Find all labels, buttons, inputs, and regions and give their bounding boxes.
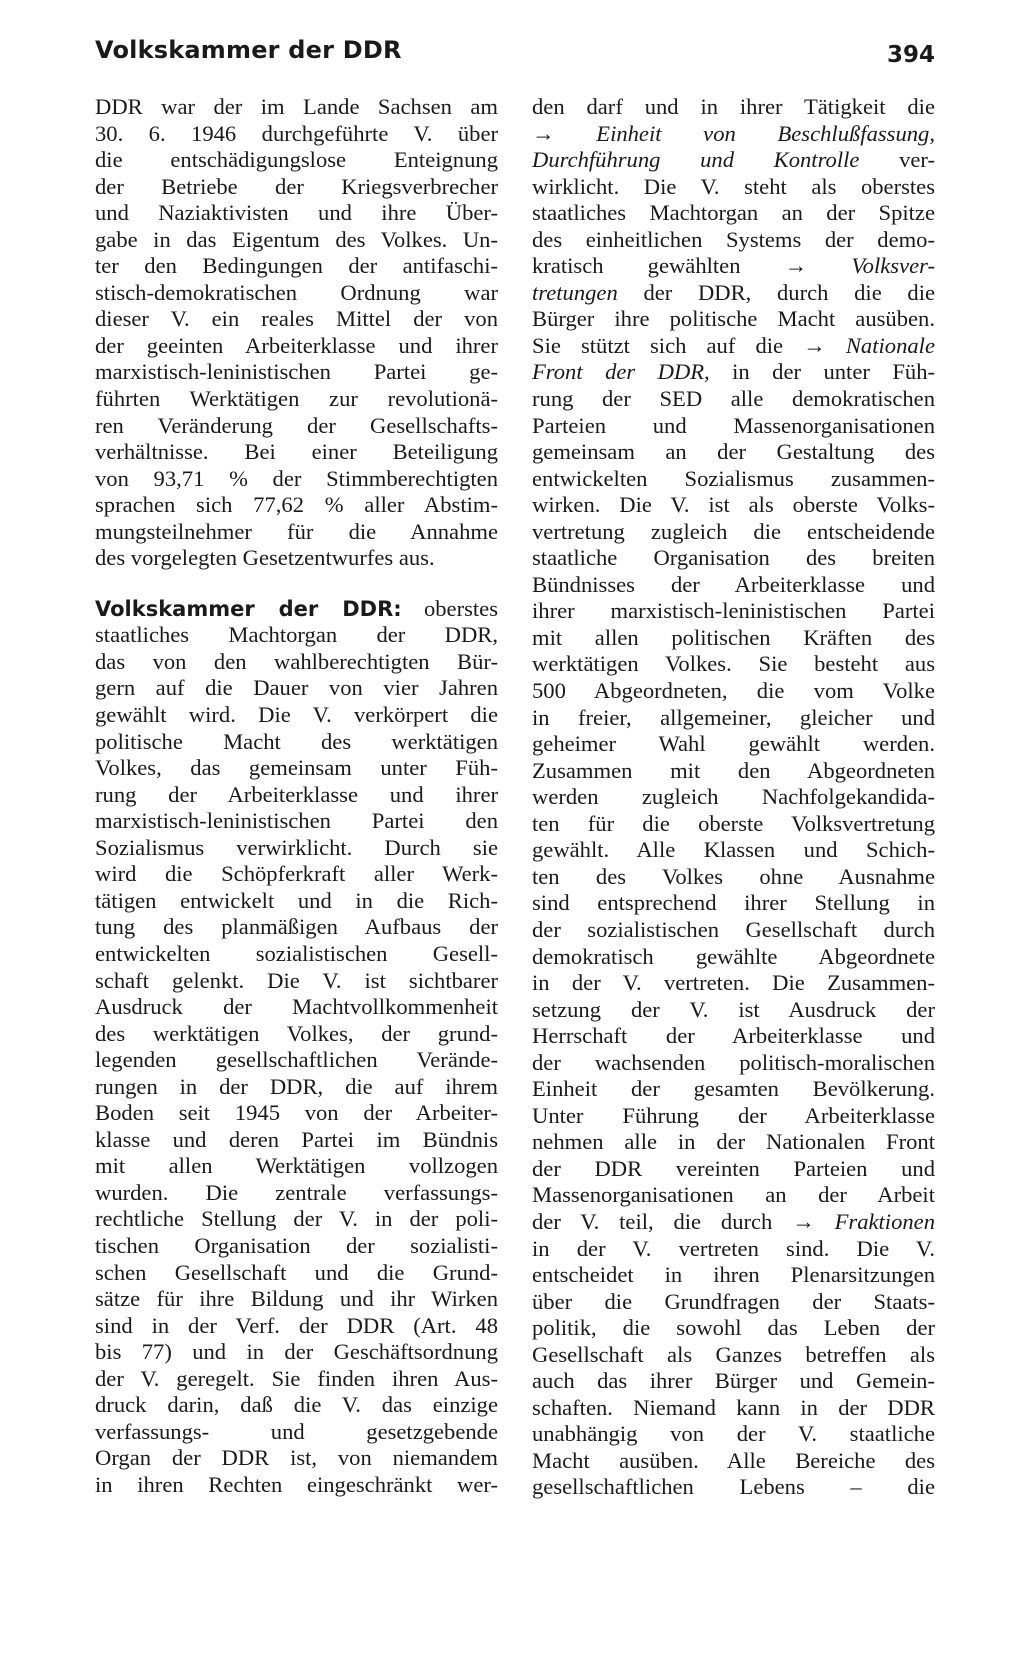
line-text: setzung der V. ist Ausdruck der (532, 996, 935, 1022)
text-line (532, 280, 935, 307)
text-line (532, 94, 935, 121)
entry-headword: Volkskammer der DDR: (95, 596, 402, 621)
line-text: ten für die oberste Volksvertretung (532, 810, 935, 836)
text-line (95, 596, 498, 623)
text-line (95, 200, 498, 227)
text-line (532, 970, 935, 997)
line-text: rungen in der DDR, die auf ihrem (95, 1073, 498, 1099)
line-text: und Naziaktivisten und ihre Über- (95, 200, 498, 226)
text-line (95, 1313, 498, 1340)
line-text: führten Werktätigen zur revolutionä- (95, 386, 498, 412)
text-line (532, 890, 935, 917)
line-text: verfassungs- und gesetzgebende (95, 1418, 498, 1444)
line-text: marxistisch-leninistischen Partei ge- (95, 359, 498, 385)
text-line (95, 147, 498, 174)
text-line (532, 253, 935, 280)
text-line (95, 835, 498, 862)
line-text: Einheit der gesamten Bevölkerung. (532, 1076, 935, 1102)
cross-reference: Volksver- (807, 253, 935, 279)
line-text: 500 Abgeordneten, die vom Volke (532, 678, 935, 704)
line-text: schen Gesellschaft und die Grund- (95, 1259, 498, 1285)
text-line (95, 545, 498, 572)
line-text: staatliches Machtorgan an der Spitze (532, 200, 935, 226)
line-text: des einheitlichen Systems der demo- (532, 226, 935, 252)
text-line (95, 466, 498, 493)
text-line (95, 994, 498, 1021)
line-text: unabhängig von der V. staatliche (532, 1421, 935, 1447)
line-text: Bürger ihre politische Macht ausüben. (532, 306, 935, 332)
line-text: mit allen politischen Kräften des (532, 624, 935, 650)
text-line (95, 941, 498, 968)
line-text: gewählt wird. Die V. verkörpert die (95, 702, 498, 728)
text-line (95, 1233, 498, 1260)
text-line (532, 200, 935, 227)
text-line (95, 808, 498, 835)
text-line (532, 439, 935, 466)
line-text: der V. geregelt. Sie finden ihren Aus- (95, 1365, 498, 1391)
cross-reference: Nationale (825, 332, 935, 358)
page-number: 394 (886, 42, 935, 68)
line-text: rung der SED alle demokratischen (532, 386, 935, 412)
line-text: entwickelten Sozialismus zusammen- (532, 465, 935, 491)
text-line (532, 625, 935, 652)
line-text: Parteien und Massenorganisationen (532, 412, 935, 438)
line-text: der wachsenden politisch-moralischen (532, 1049, 935, 1075)
line-text: ren Veränderung der Gesellschafts- (95, 412, 498, 438)
text-line (532, 1289, 935, 1316)
line-text: die entschädigungslose Enteignung (95, 147, 498, 173)
text-line (532, 1182, 935, 1209)
text-line (95, 649, 498, 676)
line-text: klasse und deren Partei im Bündnis (95, 1126, 498, 1152)
line-text: ter den Bedingungen der antifaschi- (95, 253, 498, 279)
line-text: in ihren Rechten eingeschränkt wer- (95, 1471, 498, 1497)
line-text: DDR war der im Lande Sachsen am (95, 94, 498, 119)
text-line (95, 413, 498, 440)
page-header (95, 36, 935, 76)
line-text: Boden seit 1945 von der Arbeiter- (95, 1100, 498, 1126)
text-line (95, 755, 498, 782)
line-text: politische Macht des werktätigen (95, 728, 498, 754)
text-line (532, 944, 935, 971)
text-line (532, 1236, 935, 1263)
line-text: sind entsprechend ihrer Stellung in (532, 890, 935, 916)
line-text: 30. 6. 1946 durchgeführte V. über (95, 120, 498, 146)
text-line (95, 439, 498, 466)
cross-reference: Einheit von Beschlußfassung, (554, 120, 935, 146)
text-line (95, 914, 498, 941)
line-text: Volkes, das gemeinsam unter Füh- (95, 755, 498, 781)
text-line (95, 1445, 498, 1472)
line-text: legenden gesellschaftlichen Verände- (95, 1047, 498, 1073)
text-line (95, 1153, 498, 1180)
text-line (532, 1050, 935, 1077)
text-line (95, 675, 498, 702)
text-line (95, 702, 498, 729)
line-text: verhältnisse. Bei einer Beteiligung (95, 439, 498, 465)
line-text: wirken. Die V. ist als oberste Volks- (532, 492, 935, 518)
text-line (95, 306, 498, 333)
text-line (532, 1156, 935, 1183)
text-line (532, 1421, 935, 1448)
text-line (532, 572, 935, 599)
line-text: Herrschaft der Arbeiterklasse und (532, 1023, 935, 1049)
text-line (95, 782, 498, 809)
line-text: wirklicht. Die V. steht als oberstes (532, 173, 935, 199)
text-line (95, 622, 498, 649)
paragraph-gap (95, 572, 498, 596)
cross-reference: tretungen (532, 279, 618, 305)
line-text: in der unter Füh- (709, 359, 936, 385)
line-text: gern auf die Dauer von vier Jahren (95, 675, 498, 701)
text-line (95, 227, 498, 254)
line-text: geheimer Wahl gewählt werden. (532, 731, 935, 757)
right-column (532, 94, 935, 1501)
line-text: vertretung zugleich die entscheidende (532, 518, 935, 544)
line-text: Ausdruck der Machtvollkommenheit (95, 994, 498, 1020)
cross-reference-arrow-icon: → (784, 253, 808, 279)
line-text: das von den wahlberechtigten Bür- (95, 648, 498, 674)
text-line (95, 253, 498, 280)
text-line (95, 1419, 498, 1446)
line-text: der DDR, durch die die (617, 279, 935, 305)
line-text: über die Grundfragen der Staats- (532, 1288, 935, 1314)
text-line (95, 1260, 498, 1287)
line-text: wird die Schöpferkraft aller Werk- (95, 861, 498, 887)
line-text: Unter Führung der Arbeiterklasse (532, 1102, 935, 1128)
text-line (532, 784, 935, 811)
line-text: rung der Arbeiterklasse und ihrer (95, 781, 498, 807)
line-text: des werktätigen Volkes, der grund- (95, 1020, 498, 1046)
line-text: in der V. vertreten. Die Zusammen- (532, 970, 935, 996)
line-text: druck darin, daß die V. das einzige (95, 1392, 498, 1418)
line-text: Gesellschaft als Ganzes betreffen als (532, 1341, 935, 1367)
text-line (95, 359, 498, 386)
text-line (95, 1206, 498, 1233)
text-line (95, 1127, 498, 1154)
line-text: tung des planmäßigen Aufbaus der (95, 914, 498, 940)
line-text: oberstes (401, 595, 498, 621)
line-text: staatliches Machtorgan der DDR, (95, 622, 498, 648)
text-line (95, 729, 498, 756)
text-line (95, 94, 498, 121)
line-text: Bündnisses der Arbeiterklasse und (532, 571, 935, 597)
line-text: staatliche Organisation des breiten (532, 545, 935, 571)
line-text: Zusammen mit den Abgeordneten (532, 757, 935, 783)
text-line (532, 147, 935, 174)
line-text: in freier, allgemeiner, gleicher und (532, 704, 935, 730)
text-line (95, 1339, 498, 1366)
text-line (532, 917, 935, 944)
line-text: des vorgelegten Gesetzentwurfes aus. (95, 545, 435, 571)
text-line (532, 492, 935, 519)
line-text: der V. teil, die durch (532, 1208, 793, 1234)
text-line (532, 758, 935, 785)
line-text: schaften. Niemand kann in der DDR (532, 1394, 935, 1420)
text-line (95, 1180, 498, 1207)
line-text: sind in der Verf. der DDR (Art. 48 (95, 1312, 498, 1338)
line-text: Sie stützt sich auf die (532, 332, 804, 358)
text-line (95, 1074, 498, 1101)
line-text: marxistisch-leninistischen Partei den (95, 808, 498, 834)
line-text: Organ der DDR ist, von niemandem (95, 1445, 498, 1471)
line-text: auch das ihrer Bürger und Gemein- (532, 1368, 935, 1394)
line-text: sätze für ihre Bildung und ihr Wirken (95, 1286, 498, 1312)
text-line (95, 174, 498, 201)
left-column (95, 94, 498, 1498)
text-line (532, 705, 935, 732)
line-text: gewählt. Alle Klassen und Schich- (532, 837, 935, 863)
text-line (532, 466, 935, 493)
line-text: gesellschaftlichen Lebens – die (532, 1474, 935, 1500)
text-line (532, 386, 935, 413)
line-text: wurden. Die zentrale verfassungs- (95, 1179, 498, 1205)
cross-reference-arrow-icon: → (532, 120, 555, 146)
line-text: sprachen sich 77,62 % aller Abstim- (95, 492, 498, 518)
text-line (532, 333, 935, 360)
text-line (95, 519, 498, 546)
text-line (532, 1315, 935, 1342)
line-text: Massenorganisationen an der Arbeit (532, 1182, 935, 1208)
text-line (532, 545, 935, 572)
cross-reference-arrow-icon: → (792, 1208, 815, 1234)
line-text: werktätigen Volkes. Sie besteht aus (532, 651, 935, 677)
text-line (532, 174, 935, 201)
line-text: ihrer marxistisch-leninistischen Partei (532, 598, 935, 624)
line-text: Macht ausüben. Alle Bereiche des (532, 1447, 935, 1473)
line-text: von 93,71 % der Stimmberechtigten (95, 465, 498, 491)
line-text: entwickelten sozialistischen Gesell- (95, 940, 498, 966)
line-text: schaft gelenkt. Die V. ist sichtbarer (95, 967, 498, 993)
text-line (532, 1129, 935, 1156)
line-text: ten des Volkes ohne Ausnahme (532, 863, 935, 889)
line-text: politik, die sowohl das Leben der (532, 1315, 935, 1341)
line-text: der DDR vereinten Parteien und (532, 1155, 935, 1181)
text-line (532, 811, 935, 838)
line-text: stisch-demokratischen Ordnung war (95, 279, 498, 305)
line-text: der sozialistischen Gesellschaft durch (532, 916, 935, 942)
line-text: der geeinten Arbeiterklasse und ihrer (95, 332, 498, 358)
text-line (95, 1392, 498, 1419)
text-line (532, 1103, 935, 1130)
line-text: gabe in das Eigentum des Volkes. Un- (95, 226, 498, 252)
line-text: ver- (859, 147, 935, 173)
text-line (95, 121, 498, 148)
text-line (532, 519, 935, 546)
text-line (532, 678, 935, 705)
text-line (95, 1100, 498, 1127)
text-line (532, 1448, 935, 1475)
text-line (532, 1262, 935, 1289)
text-line (95, 333, 498, 360)
text-line (532, 997, 935, 1024)
line-text: mungsteilnehmer für die Annahme (95, 518, 498, 544)
text-line (532, 1395, 935, 1422)
cross-reference: Fraktionen (814, 1208, 935, 1234)
line-text: tischen Organisation der sozialisti- (95, 1232, 498, 1258)
line-text: dieser V. ein reales Mittel der von (95, 306, 498, 332)
line-text: entscheidet in ihren Plenarsitzungen (532, 1262, 935, 1288)
text-line (95, 1286, 498, 1313)
text-line (532, 413, 935, 440)
line-text: werden zugleich Nachfolgekandida- (532, 784, 935, 810)
text-line (532, 1342, 935, 1369)
text-line (532, 1209, 935, 1236)
line-text: gemeinsam an der Gestaltung des (532, 439, 935, 465)
text-line (95, 888, 498, 915)
line-text: in der V. vertreten sind. Die V. (532, 1235, 935, 1261)
text-line (532, 864, 935, 891)
line-text: nehmen alle in der Nationalen Front (532, 1129, 935, 1155)
text-line (95, 1047, 498, 1074)
line-text: der Betriebe der Kriegsverbrecher (95, 173, 498, 199)
text-line (95, 968, 498, 995)
cross-reference: Front der DDR, (532, 359, 710, 385)
text-line (95, 1366, 498, 1393)
text-line (532, 1076, 935, 1103)
text-line (532, 837, 935, 864)
line-text: Sozialismus verwirklicht. Durch sie (95, 834, 498, 860)
text-line (532, 1474, 935, 1501)
text-line (532, 227, 935, 254)
text-line (95, 861, 498, 888)
text-line (95, 1021, 498, 1048)
text-line (532, 359, 935, 386)
text-line (532, 731, 935, 758)
text-line (95, 492, 498, 519)
cross-reference: Durchführung und Kontrolle (532, 147, 860, 173)
text-line (95, 386, 498, 413)
cross-reference-arrow-icon: → (803, 332, 826, 358)
line-text: mit allen Werktätigen vollzogen (95, 1153, 498, 1179)
text-line (532, 1023, 935, 1050)
line-text: den darf und in ihrer Tätigkeit die (532, 94, 935, 119)
text-line (532, 306, 935, 333)
line-text: tätigen entwickelt und in die Rich- (95, 887, 498, 913)
running-head: Volkskammer der DDR (95, 36, 402, 64)
text-line (532, 598, 935, 625)
text-line (95, 1472, 498, 1499)
text-line (532, 1368, 935, 1395)
text-line (532, 651, 935, 678)
line-text: rechtliche Stellung der V. in der poli- (95, 1206, 498, 1232)
line-text: demokratisch gewählte Abgeordnete (532, 943, 935, 969)
line-text: bis 77) und in der Geschäftsordnung (95, 1339, 498, 1365)
text-line (95, 280, 498, 307)
text-line (532, 121, 935, 148)
line-text: kratisch gewählten (532, 253, 785, 279)
